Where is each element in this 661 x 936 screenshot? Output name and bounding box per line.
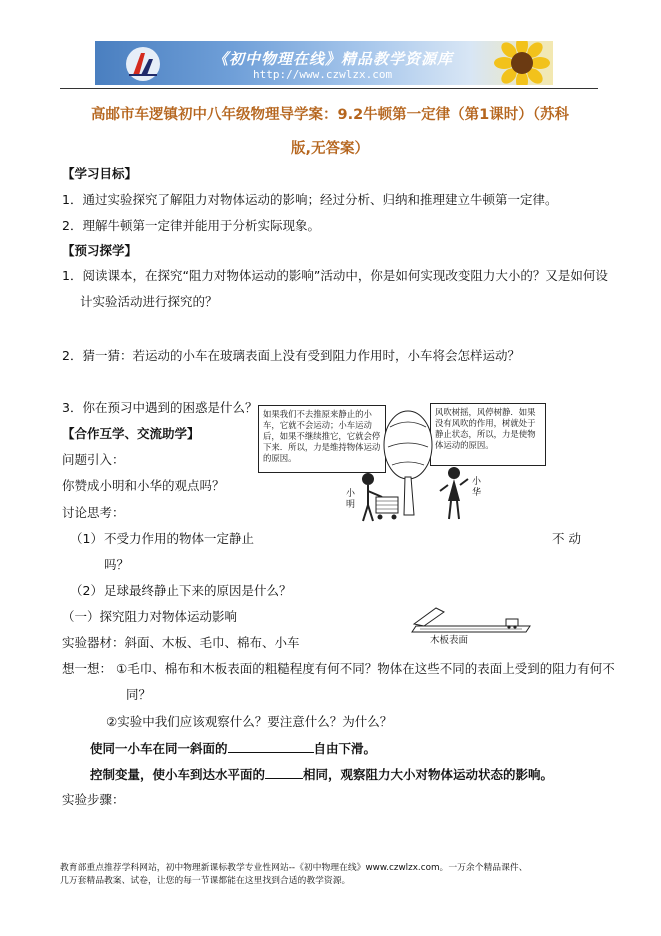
- name-xiaoming: 小明: [346, 489, 356, 510]
- ramp-label: 木板表面: [430, 635, 469, 646]
- agree-question: 你赞成小明和小华的观点吗？: [62, 478, 225, 493]
- equipment: 实验器材：斜面、木板、毛巾、棉布、小车: [62, 635, 300, 650]
- problem-intro: 问题引入：: [62, 452, 125, 467]
- speech-bubble-xiaohua: 风吹树摇，风停树静．如果没有风吹的作用，树就处于静止状态，所以，力是使物体运动的原因。: [430, 403, 546, 466]
- section-cooperation: 【合作互学、交流助学】: [62, 426, 200, 441]
- footer-line-2: 几万套精品教案、试卷，让您的每一节课都能在这里找到合适的教学资源。: [60, 876, 351, 886]
- part-1-heading: （一）探究阻力对物体运动影响: [62, 609, 238, 624]
- think-label: 想一想：: [62, 661, 113, 676]
- blank-1[interactable]: [228, 740, 314, 753]
- discussion-label: 讨论思考：: [62, 505, 125, 520]
- preview-q3: 3．你在预习中遇到的困惑是什么？: [62, 400, 258, 415]
- banner-url[interactable]: http://www.czwlzx.com: [253, 68, 393, 81]
- think-1-line1: ①毛巾、棉布和木板表面的粗糙程度有何不同？物体在这些不同的表面上受到的阻力有何不: [116, 661, 615, 676]
- title-line-1: 高邮市车逻镇初中八年级物理导学案：9.2牛顿第一定律（第1课时）（苏科: [90, 107, 570, 123]
- header-divider: [60, 88, 598, 89]
- preview-q1-line1: 1．阅读课本，在探究“阻力对物体运动的影响”活动中，你是如何实现改变阻力大小的？又是如何设: [62, 268, 608, 283]
- page-title: [60, 98, 600, 166]
- bold-statement-2b: 相同，观察阻力大小对物体运动状态的影响。: [303, 767, 554, 782]
- bold-statement-1b: 自由下滑。: [313, 741, 377, 756]
- objective-2: 2．理解牛顿第一定律并能用于分析实际现象。: [62, 218, 320, 233]
- preview-q2: 2．猜一猜：若运动的小车在玻璃表面上没有受到阻力作用时，小车将会怎样运动？: [62, 348, 520, 363]
- xiaoming-figure: [362, 473, 398, 521]
- ramp-drawing: [410, 606, 535, 642]
- objective-1: 1．通过实验探究了解阻力对物体运动的影响；经过分析、归纳和推理建立牛顿第一定律。: [62, 192, 558, 207]
- blank-2[interactable]: [265, 766, 303, 779]
- bold-statement-1a: 使同一小车在同一斜面的: [90, 741, 228, 756]
- experiment-steps: 实验步骤：: [62, 792, 125, 807]
- banner-title: 《初中物理在线》精品教学资源库: [213, 50, 454, 68]
- bold-statement-2a: 控制变量，使小车到达水平面的: [90, 767, 266, 782]
- title-line-2: 版,无答案）: [290, 141, 369, 157]
- think-1-line2: 同？: [126, 687, 152, 702]
- bold-statement-1: [90, 739, 376, 757]
- discussion-1-text: 不受力作用的物体一定静止: [104, 531, 255, 546]
- logo-icon: [123, 45, 163, 83]
- think-2: ②实验中我们应该观察什么？要注意什么？为什么？: [106, 714, 393, 729]
- discussion-1-cont: 吗？: [104, 557, 130, 572]
- section-objectives: 【学习目标】: [62, 166, 138, 181]
- preview-q1-line2: 计实验活动进行探究的？: [80, 294, 218, 309]
- discussion-figure: [258, 397, 544, 534]
- discussion-2-text: 足球最终静止下来的原因是什么？: [104, 583, 292, 598]
- ramp-figure: [410, 606, 535, 646]
- sunflower-icon: [487, 41, 553, 85]
- page-footer: [60, 862, 605, 888]
- discussion-2-number: （2）: [70, 583, 103, 598]
- discussion-1-tail: 不 动: [552, 531, 581, 546]
- speech-bubble-xiaoming: 如果我们不去推原来静止的小车，它就不会运动；小车运动后，如果不继续推它，它就会停下来．所以，力是维持物体运动的原因。: [258, 405, 386, 473]
- discussion-1-number: （1）: [70, 531, 103, 546]
- figure-drawing: [258, 397, 544, 534]
- section-preview: 【预习探学】: [62, 243, 138, 258]
- header-banner: [95, 41, 553, 85]
- xiaohua-figure: [440, 467, 468, 519]
- bold-statement-2: [90, 765, 553, 783]
- name-xiaohua: 小华: [472, 477, 482, 498]
- footer-line-1: 教育部重点推荐学科网站，初中物理新课标教学专业性网站--《初中物理在线》www.czwlzx.com。一万余个精品课件、: [60, 863, 528, 873]
